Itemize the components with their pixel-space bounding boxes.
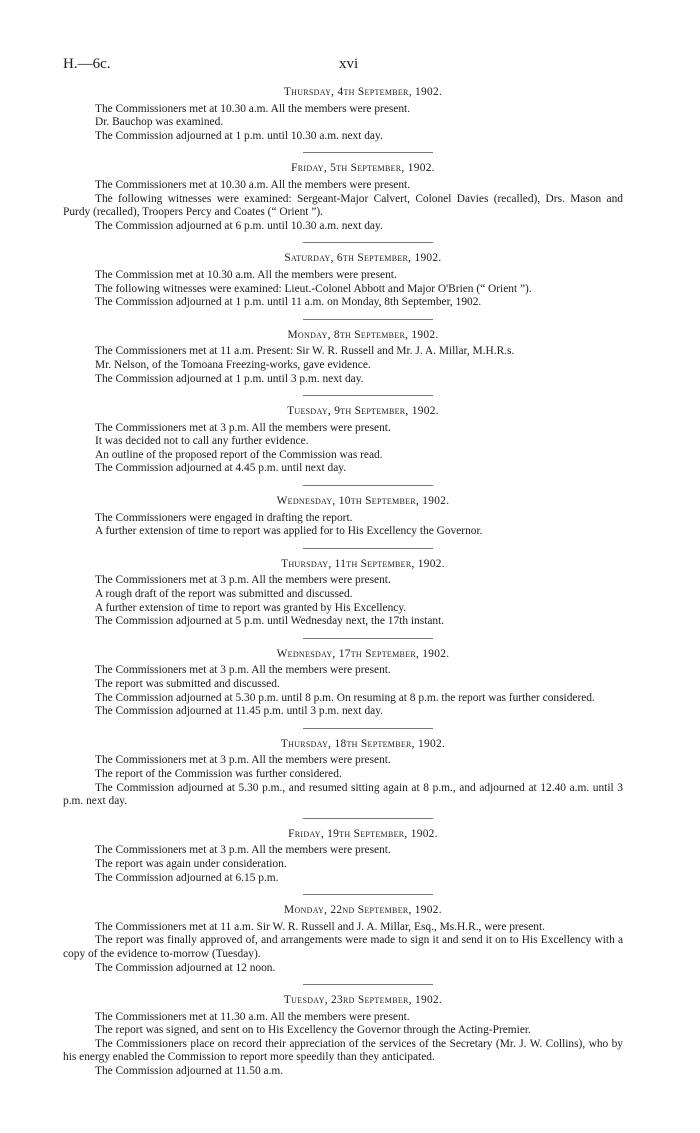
minutes-paragraph: Mr. Nelson, of the Tomoana Freezing-works, gave evidence. xyxy=(95,358,371,371)
page-number: xvi xyxy=(339,56,359,72)
section-divider xyxy=(303,548,433,549)
section-divider xyxy=(303,894,433,895)
minutes-paragraph: The Commissioners met at 3 p.m. All the members were present. xyxy=(95,421,391,434)
section-divider xyxy=(303,984,433,985)
minutes-paragraph: The Commission met at 10.30 a.m. All the members were present. xyxy=(95,268,397,281)
section-divider xyxy=(303,319,433,320)
entry-date: Wednesday, 17th September, 1902. xyxy=(276,647,450,660)
minutes-paragraph: The Commissioners met at 3 p.m. All the members were present. xyxy=(95,664,391,677)
minutes-paragraph: A rough draft of the report was submitted and discussed. xyxy=(95,588,353,601)
section-divider xyxy=(303,728,433,729)
minutes-paragraph: An outline of the proposed report of the Commission was read. xyxy=(95,448,383,461)
minutes-paragraph: The report was signed, and sent on to His Excellency the Governor through the Acting-Premier. xyxy=(95,1024,531,1037)
entry-date: Wednesday, 10th September, 1902. xyxy=(276,495,450,508)
entry-date: Thursday, 4th September, 1902. xyxy=(283,86,443,98)
minutes-paragraph: The Commissioners met at 3 p.m. All the members were present. xyxy=(95,574,391,587)
document-reference: H.—6c. xyxy=(63,56,111,72)
minutes-paragraph: The Commissioners met at 3 p.m. All the members were present. xyxy=(95,844,391,857)
minutes-paragraph: The Commission adjourned at 11.45 p.m. until 3 p.m. next day. xyxy=(95,705,384,718)
minutes-entry xyxy=(63,162,623,233)
minutes-paragraph: The Commission adjourned at 1 p.m. until 10.30 a.m. next day. xyxy=(95,129,383,142)
minutes-paragraph: Dr. Bauchop was examined. xyxy=(95,116,224,129)
entry-date: Tuesday, 23rd September, 1902. xyxy=(283,994,443,1007)
minutes-entry xyxy=(63,252,623,309)
minutes-paragraph: The Commission adjourned at 4.45 p.m. until next day. xyxy=(95,462,347,475)
minutes-paragraph: The Commissioners place on record their appreciation of the services of the Secretary (Mr. J. W. Collins), who by his energy enabled the Commission to report more speedily than they anticipated. xyxy=(63,1037,623,1064)
entry-date: Monday, 22nd September, 1902. xyxy=(284,904,442,917)
minutes-paragraph: A further extension of time to report was granted by His Excellency. xyxy=(95,601,407,614)
entry-date: Tuesday, 9th September, 1902. xyxy=(287,405,439,418)
minutes-paragraph: The report was finally approved of, and arrangements were made to sign it and send it on to His Excellency with a copy of the evidence to-morrow (Tuesday). xyxy=(63,934,623,960)
minutes-paragraph: The Commissioners met at 11 a.m. Sir W. R. Russell and J. A. Millar, Esq., Ms.H.R., were present. xyxy=(95,920,545,933)
minutes-paragraph: The Commission adjourned at 6 p.m. until 10.30 a.m. next day. xyxy=(95,219,383,232)
minutes-paragraph: The Commission adjourned at 12 noon. xyxy=(95,961,276,974)
minutes-paragraph: The Commission adjourned at 5.30 p.m., and resumed sitting again at 8 p.m., and adjourned at 12.40 a.m. until 3 p.m. next day. xyxy=(63,781,623,808)
section-divider xyxy=(303,638,433,639)
section-divider xyxy=(303,152,433,153)
entry-date: Saturday, 6th September, 1902. xyxy=(284,252,442,265)
minutes-paragraph: The Commissioners met at 10.30 a.m. All the members were present. xyxy=(95,102,411,115)
entry-date: Monday, 8th September, 1902. xyxy=(287,328,439,341)
minutes-paragraph: The Commission adjourned at 11.50 a.m. xyxy=(95,1065,284,1078)
document-page xyxy=(63,58,623,1079)
minutes-entry xyxy=(63,994,623,1079)
minutes-entry xyxy=(63,648,623,719)
page-header xyxy=(63,58,623,78)
minutes-paragraph: The Commissioners met at 3 p.m. All the members were present. xyxy=(95,754,391,767)
minutes-paragraph: The following witnesses were examined: Lieut.-Colonel Abbott and Major O'Brien (“ Orient ”). xyxy=(95,282,532,295)
minutes-paragraph: The Commissioners met at 11.30 a.m. All the members were present. xyxy=(95,1010,410,1023)
minutes-paragraph: It was decided not to call any further evidence. xyxy=(95,435,309,448)
minutes-paragraph: The Commissioners met at 11 a.m. Present: Sir W. R. Russell and Mr. J. A. Millar, M.H.R.s. xyxy=(95,345,515,358)
minutes-entry xyxy=(63,495,623,539)
minutes-paragraph: The Commission adjourned at 5 p.m. until Wednesday next, the 17th instant. xyxy=(95,615,445,628)
minutes-paragraph: A further extension of time to report was applied for to His Excellency the Governor. xyxy=(95,525,483,538)
minutes-paragraph: The Commission adjourned at 6.15 p.m. xyxy=(95,871,279,884)
minutes-paragraph: The Commissioners met at 10.30 a.m. All the members were present. xyxy=(95,178,411,191)
section-divider xyxy=(303,242,433,243)
minutes-paragraph: The Commission adjourned at 5.30 p.m. until 8 p.m. On resuming at 8 p.m. the report was further considered. xyxy=(95,691,595,704)
entry-date: Thursday, 11th September, 1902. xyxy=(281,557,445,570)
minutes-paragraph: The following witnesses were examined: Sergeant-Major Calvert, Colonel Davies (recalled), Drs. Mason and Purdy (recalled), Troopers Percy and Coates (“ Orient ”). xyxy=(63,192,623,219)
minutes-paragraph: The report was submitted and discussed. xyxy=(95,678,280,690)
minutes-entry xyxy=(63,558,623,629)
minutes-entry xyxy=(63,329,623,386)
minutes-entry xyxy=(63,828,623,885)
entry-date: Friday, 5th September, 1902. xyxy=(291,162,435,175)
minutes-paragraph: The Commission adjourned at 1 p.m. until 3 p.m. next day. xyxy=(95,372,364,385)
minutes-paragraph: The Commission adjourned at 1 p.m. until 11 a.m. on Monday, 8th September, 1902. xyxy=(95,296,482,309)
minutes-paragraph: The Commissioners were engaged in drafting the report. xyxy=(95,511,353,524)
minutes-paragraph: The report was again under consideration. xyxy=(95,857,287,870)
minutes-entry xyxy=(63,86,623,143)
entry-date: Friday, 19th September, 1902. xyxy=(288,827,438,840)
section-divider xyxy=(303,395,433,396)
entry-date: Thursday, 18th September, 1902. xyxy=(280,737,446,750)
section-divider xyxy=(303,818,433,819)
minutes-entry xyxy=(63,904,623,975)
minutes-paragraph: The report of the Commission was further considered. xyxy=(95,767,342,780)
section-divider xyxy=(303,485,433,486)
minutes-entry xyxy=(63,738,623,809)
minutes-entry xyxy=(63,405,623,476)
